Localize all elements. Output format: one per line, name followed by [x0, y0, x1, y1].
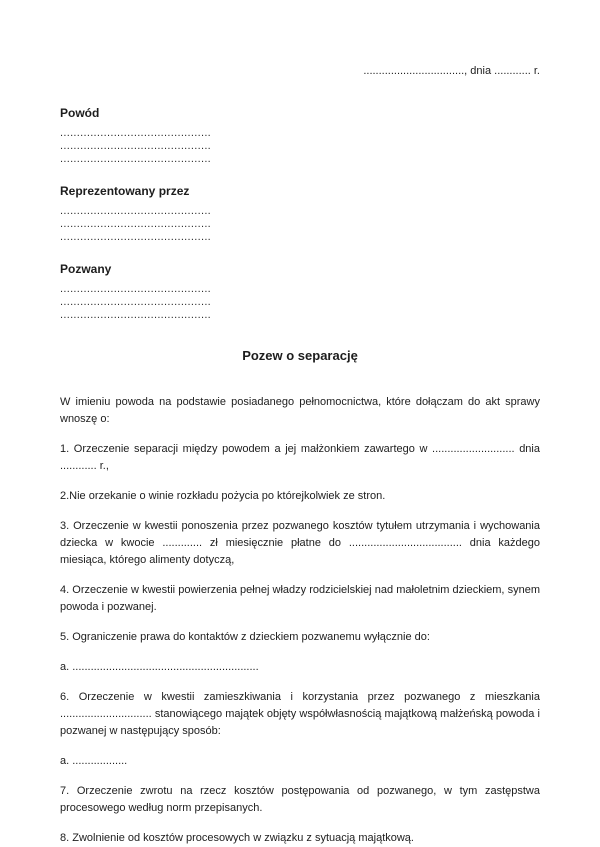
party-fill-line: .............................................	[60, 205, 212, 217]
claim-item-3: 3. Orzeczenie w kwestii ponoszenia przez pozwanego kosztów tytułem utrzymania i wychowania dziecka w kwocie ............. zł miesięcznie płatne do ..................................... dnia każdego miesiąca, którego alimenty dotyczą,	[60, 520, 540, 566]
party-fill-line: .............................................	[60, 309, 212, 321]
claim-item-4: 4. Orzeczenie w kwestii powierzenia pełnej władzy rodzicielskiej nad małoletnim dzieckiem, synem powoda i pozwanej.	[60, 584, 540, 613]
party-label: Reprezentowany przez	[60, 184, 190, 198]
claim-item-6: 6. Orzeczenie w kwestii zamieszkiwania i korzystania przez pozwanego z mieszkania .............................. stanowiącego majątek objęty współwłasnością majątkową małżeńską powoda i pozwanej w następujący sposób:	[60, 691, 540, 737]
party-fill-line: .............................................	[60, 140, 212, 152]
claim-item-8: 8. Zwolnienie od kosztów procesowych w związku z sytuacją majątkową.	[60, 832, 414, 844]
party-fill-line: .............................................	[60, 283, 212, 295]
claim-item-6a: a. ..................	[60, 755, 128, 767]
party-fill-line: .............................................	[60, 296, 212, 308]
claim-item-7: 7. Orzeczenie zwrotu na rzecz kosztów postępowania od pozwanego, w tym zastępstwa procesowego według norm przepisanych.	[60, 785, 540, 814]
intro-paragraph: W imieniu powoda na podstawie posiadanego pełnomocnictwa, które dołączam do akt sprawy wnoszę o:	[60, 396, 540, 425]
party-label: Pozwany	[60, 262, 112, 276]
claim-item-5a: a. .............................................................	[60, 661, 259, 673]
document-title: Pozew o separację	[242, 348, 358, 363]
party-block-powod	[60, 106, 540, 166]
party-label: Powód	[60, 106, 100, 120]
party-fill-line: .............................................	[60, 127, 212, 139]
claim-item-5: 5. Ograniczenie prawa do kontaktów z dzieckiem pozwanemu wyłącznie do:	[60, 631, 430, 643]
party-block-reprezentowany	[60, 184, 540, 244]
claim-item-1: 1. Orzeczenie separacji między powodem a jej małżonkiem zawartego w ........................... dnia ............ r.,	[60, 443, 540, 472]
claim-item-2: 2.Nie orzekanie o winie rozkładu pożycia po którejkolwiek ze stron.	[60, 490, 386, 502]
party-fill-line: .............................................	[60, 153, 212, 165]
party-fill-line: .............................................	[60, 231, 212, 243]
party-fill-line: .............................................	[60, 218, 212, 230]
date-line: ................................., dnia ............ r.	[363, 65, 540, 77]
party-block-pozwany	[60, 262, 540, 322]
